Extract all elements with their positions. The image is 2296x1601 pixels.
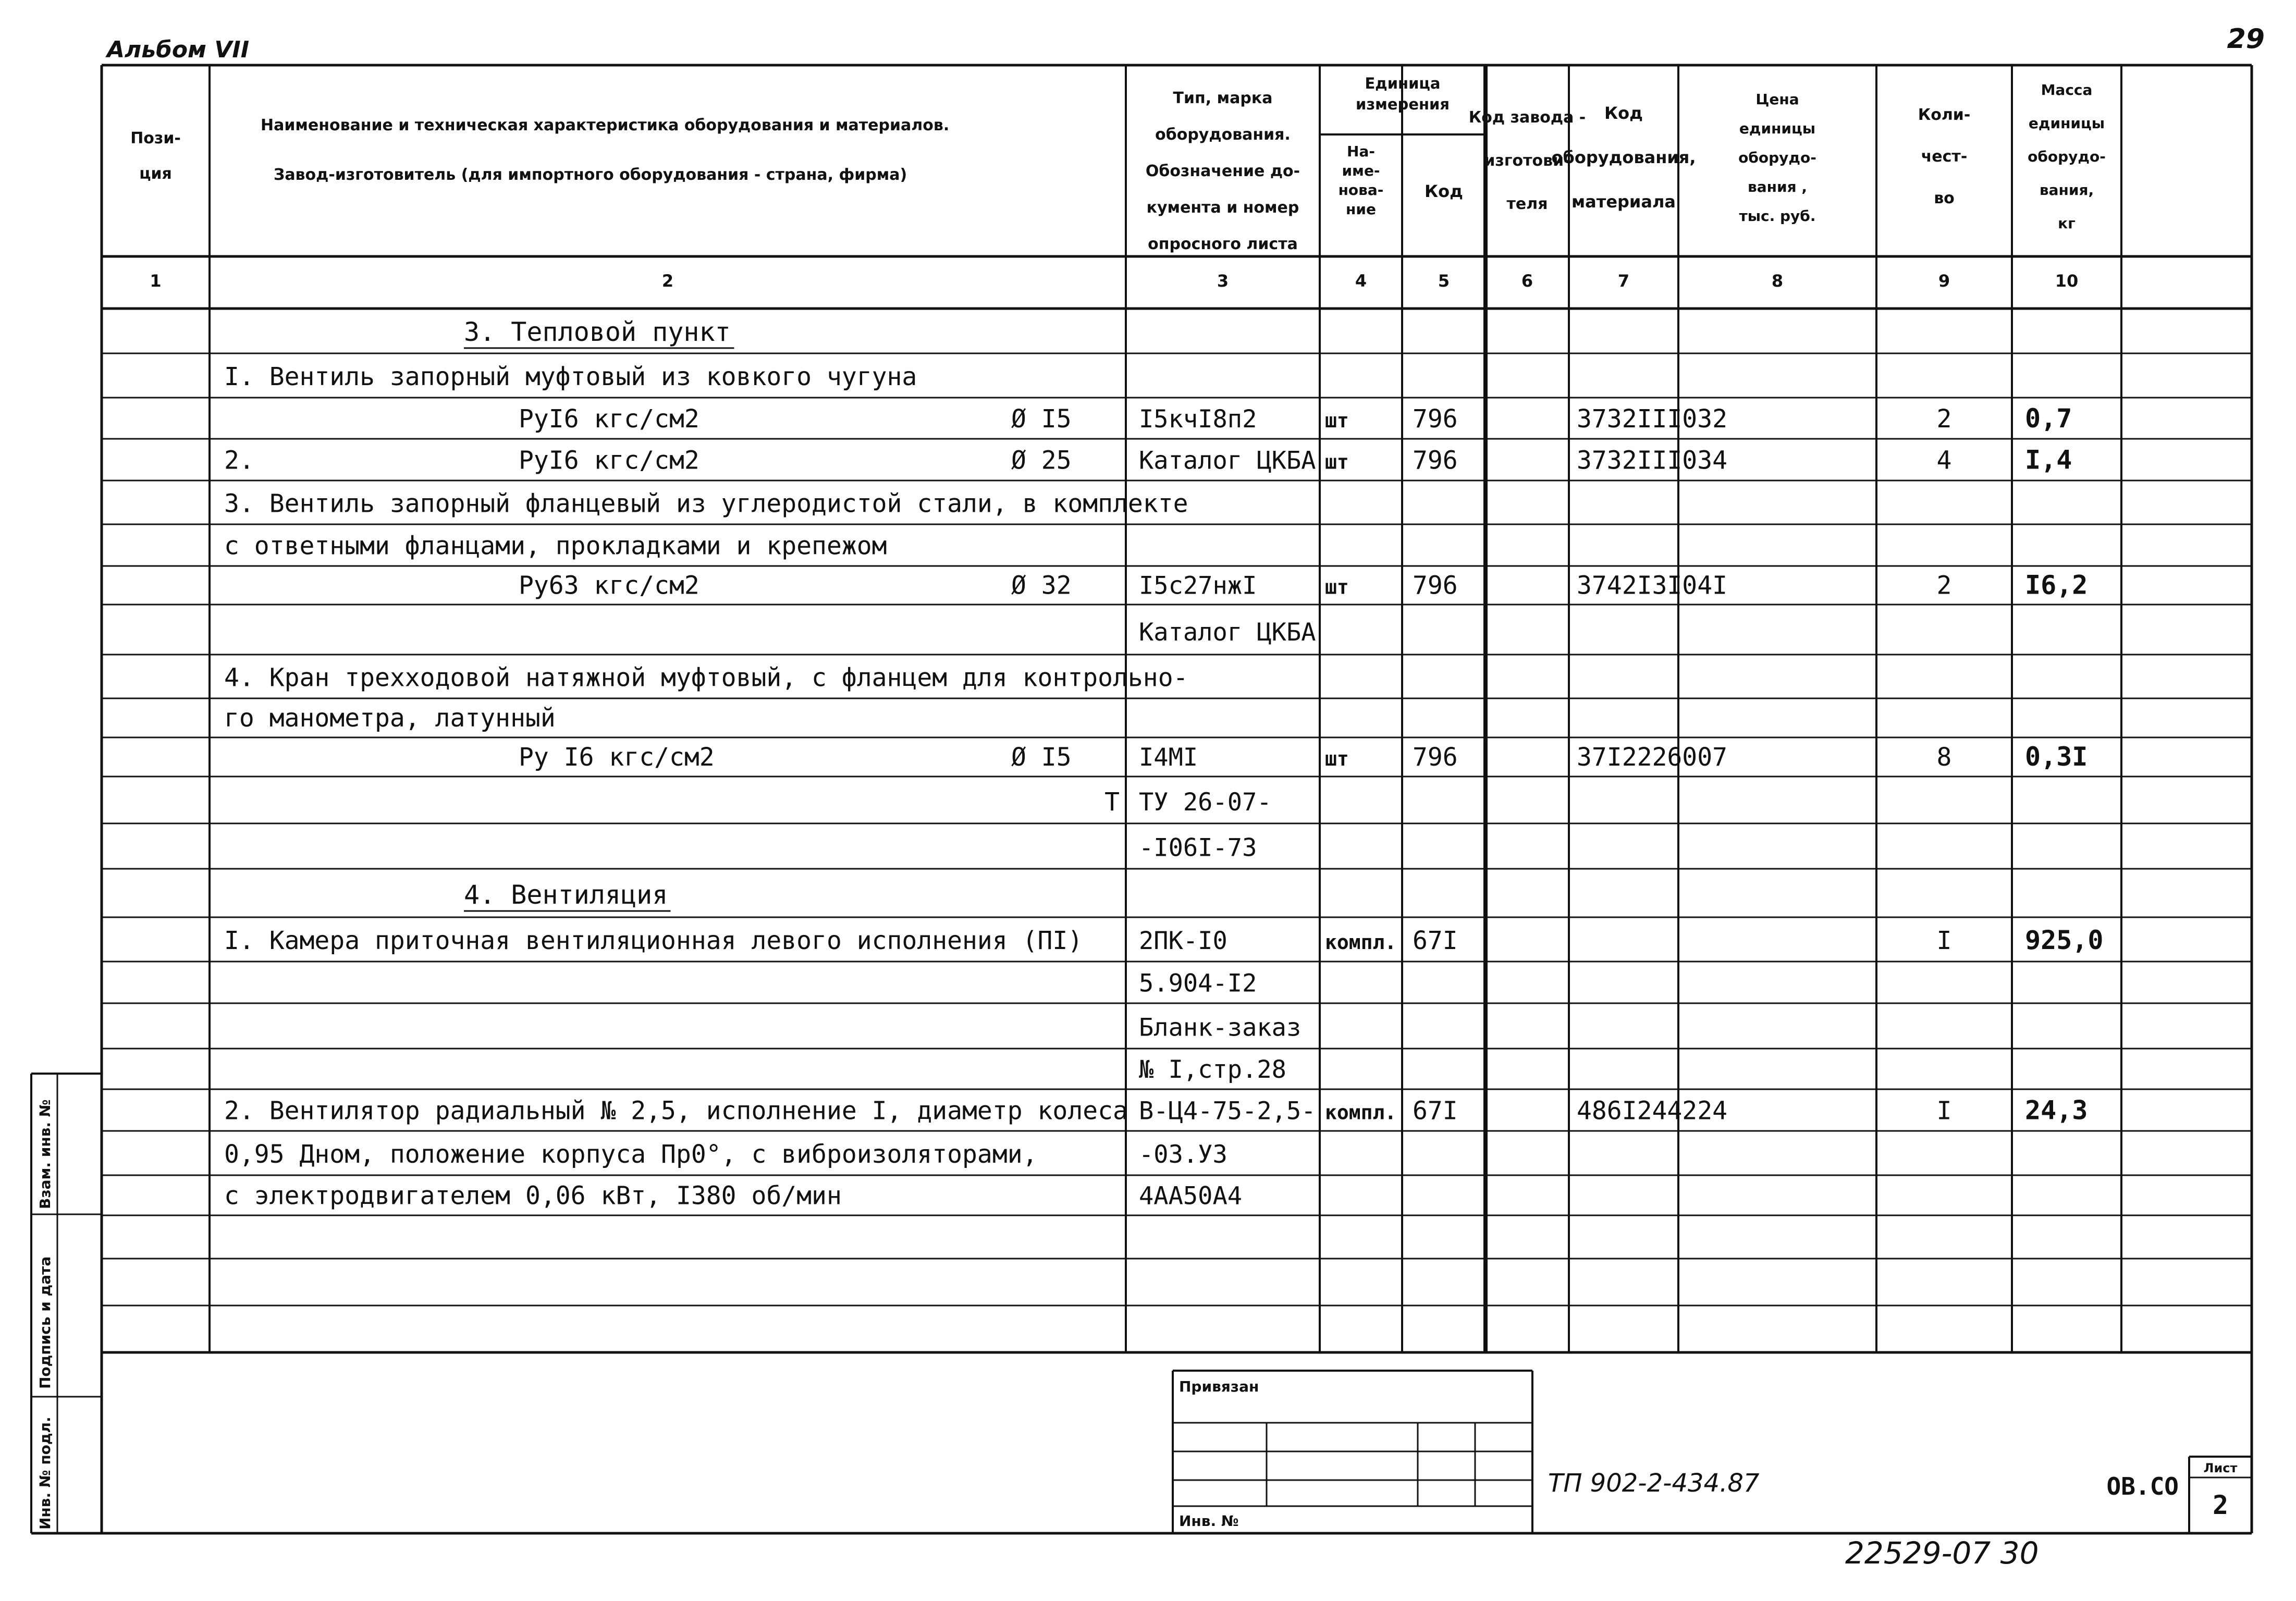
header-price: вания , <box>1748 178 1807 195</box>
unit-code: 796 <box>1413 404 1458 434</box>
section-heading: 4. Вентиляция <box>464 879 668 910</box>
unit-mass: 925,0 <box>2025 925 2104 956</box>
header-price: единицы <box>1739 120 1816 137</box>
unit-code: 67I <box>1413 1096 1458 1126</box>
item-type: -I06I-73 <box>1139 833 1257 863</box>
item-description: I. Камера приточная вентиляционная левого исполнения (ПI) <box>224 926 1083 956</box>
nominal-diameter: Ø 32 <box>1011 571 1072 600</box>
item-type: № I,стр.28 <box>1139 1055 1286 1085</box>
header-unit-code: Код <box>1425 181 1463 201</box>
header-price: оборудо- <box>1738 149 1816 166</box>
quantity: I <box>1936 926 1952 956</box>
nominal-diameter: Ø 25 <box>1011 446 1072 475</box>
equipment-code: 3732III034 <box>1577 446 1727 475</box>
item-type: -03.УЗ <box>1139 1140 1227 1169</box>
item-type: I5с27нжI <box>1139 571 1257 600</box>
header-unit-group: измерения <box>1356 95 1450 113</box>
stamp-attached-label: Привязан <box>1179 1378 1259 1395</box>
header-plant-code: теля <box>1506 195 1548 213</box>
unit-name: компл. <box>1325 1101 1397 1124</box>
header-position: ция <box>139 165 172 183</box>
unit-mass: I6,2 <box>2025 570 2088 600</box>
header-mass: Масса <box>2041 81 2093 98</box>
header-type: Обозначение до- <box>1145 162 1300 180</box>
header-equipment-code: оборудования, <box>1551 147 1696 167</box>
sheet-label: Лист <box>2203 1461 2238 1475</box>
header-plant-code: Код завода - <box>1468 108 1586 127</box>
item-description: РуI6 кгс/см2 <box>519 446 699 475</box>
side-stamp-signature-date: Подпись и дата <box>36 1256 54 1389</box>
side-stamp-replacement-inventory: Взам. инв. № <box>36 1099 54 1209</box>
item-description: 0,95 Дном, положение корпуса Пр0°, с виброизоляторами, <box>224 1140 1038 1169</box>
column-number: 9 <box>1938 271 1950 291</box>
unit-name: шт <box>1325 575 1349 599</box>
header-type: кумента и номер <box>1146 199 1299 217</box>
header-manufacturer: Завод-изготовитель (для импортного оборудования - страна, фирма) <box>274 166 907 184</box>
stamp-inventory-label: Инв. № <box>1179 1512 1239 1530</box>
header-unit-name: ние <box>1346 201 1376 218</box>
header-equipment-code: Код <box>1604 103 1643 123</box>
quantity: 2 <box>1936 571 1952 600</box>
equipment-code: 3732III032 <box>1577 404 1727 434</box>
unit-name: шт <box>1325 747 1349 770</box>
header-mass: единицы <box>2028 115 2105 132</box>
header-quantity: во <box>1934 189 1955 207</box>
column-number: 2 <box>661 271 674 291</box>
item-description: 3. Вентиль запорный фланцевый из углеродистой стали, в комплекте <box>224 489 1188 519</box>
column-number: 1 <box>150 271 162 291</box>
equipment-code: 37I2226007 <box>1577 743 1727 772</box>
header-mass: кг <box>2058 215 2076 232</box>
unit-mass: 0,3I <box>2025 742 2088 772</box>
header-plant-code: изготови- <box>1484 152 1570 170</box>
item-type: Каталог ЦКБА <box>1139 618 1316 647</box>
item-type: I5кчI8п2 <box>1139 404 1257 434</box>
item-description: с электродвигателем 0,06 кВт, I380 об/мин <box>224 1181 842 1211</box>
unit-code: 796 <box>1413 446 1458 475</box>
item-description: го манометра, латунный <box>224 704 556 733</box>
header-type: опросного листа <box>1148 235 1298 253</box>
column-number: 7 <box>1617 271 1630 291</box>
header-name: Наименование и техническая характеристика оборудования и материалов. <box>261 116 950 134</box>
item-marker: Т <box>1104 787 1120 817</box>
item-type: 2ПК-I0 <box>1139 927 1227 956</box>
column-number: 8 <box>1771 271 1784 291</box>
header-unit-name: име- <box>1342 162 1380 179</box>
header-unit-group: Единица <box>1365 75 1441 92</box>
equipment-code: 486I244224 <box>1577 1096 1727 1126</box>
item-type: 5.904-I2 <box>1139 969 1257 998</box>
item-type: Бланк-заказ <box>1139 1013 1302 1042</box>
item-description: РуI6 кгс/см2 <box>519 404 699 434</box>
item-description: 2. Вентилятор радиальный № 2,5, исполнение I, диаметр колеса <box>224 1096 1128 1126</box>
item-description: I. Вентиль запорный муфтовый из ковкого чугуна <box>224 362 917 392</box>
header-type: Тип, марка <box>1173 89 1273 107</box>
header-price: тыс. руб. <box>1739 207 1816 225</box>
header-quantity: Коли- <box>1918 106 1971 124</box>
item-description: Ру I6 кгс/см2 <box>519 743 715 772</box>
header-unit-name: На- <box>1347 143 1375 160</box>
document-code: ТП 902-2-434.87 <box>1548 1469 1760 1498</box>
side-stamp-original-inventory: Инв. № подл. <box>36 1417 54 1530</box>
item-type: Каталог ЦКБА <box>1139 446 1316 475</box>
unit-mass: 0,7 <box>2025 403 2072 434</box>
footer-number: 22529-07 30 <box>1845 1535 2039 1571</box>
header-equipment-code: материала <box>1571 192 1676 212</box>
column-number: 3 <box>1217 271 1229 291</box>
header-price: Цена <box>1755 91 1799 108</box>
header-mass: оборудо- <box>2028 148 2106 165</box>
unit-name: шт <box>1325 450 1349 474</box>
unit-mass: I,4 <box>2025 445 2072 475</box>
column-number: 6 <box>1521 271 1533 291</box>
item-description: с ответными фланцами, прокладками и крепежом <box>224 531 887 561</box>
item-type: ТУ 26-07- <box>1139 787 1272 817</box>
header-type: оборудования. <box>1155 126 1291 144</box>
quantity: I <box>1936 1096 1952 1126</box>
header-quantity: чест- <box>1921 147 1968 166</box>
unit-code: 796 <box>1413 743 1458 772</box>
section-heading: 3. Тепловой пункт <box>464 316 731 347</box>
column-number: 5 <box>1438 271 1450 291</box>
header-mass: вания, <box>2039 181 2094 199</box>
unit-code: 67I <box>1413 926 1458 956</box>
unit-name: компл. <box>1325 931 1397 954</box>
item-description: 4. Кран трехходовой натяжной муфтовый, с фланцем для контрольно- <box>224 663 1188 693</box>
item-description: Ру63 кгс/см2 <box>519 571 699 600</box>
quantity: 2 <box>1936 404 1952 434</box>
quantity: 4 <box>1936 446 1952 475</box>
column-number: 4 <box>1355 271 1367 291</box>
nominal-diameter: Ø I5 <box>1011 404 1072 434</box>
unit-mass: 24,3 <box>2025 1095 2088 1126</box>
header-position: Пози- <box>130 129 181 147</box>
header-unit-name: нова- <box>1338 181 1384 199</box>
page-number: 29 <box>2227 23 2265 55</box>
item-type: В-Ц4-75-2,5- <box>1139 1097 1316 1126</box>
unit-name: шт <box>1325 409 1349 432</box>
equipment-code: 3742I3I04I <box>1577 571 1727 600</box>
item-type: 4АА50А4 <box>1139 1181 1243 1211</box>
quantity: 8 <box>1936 743 1952 772</box>
unit-code: 796 <box>1413 571 1458 600</box>
document-mark: ОВ.СО <box>2106 1472 2179 1500</box>
item-type: I4МI <box>1139 743 1198 772</box>
nominal-diameter: Ø I5 <box>1011 743 1072 772</box>
sheet-number: 2 <box>2212 1490 2229 1520</box>
item-description: 2. <box>224 446 254 475</box>
album-label: Альбом VII <box>107 36 250 63</box>
column-number: 10 <box>2055 271 2079 291</box>
